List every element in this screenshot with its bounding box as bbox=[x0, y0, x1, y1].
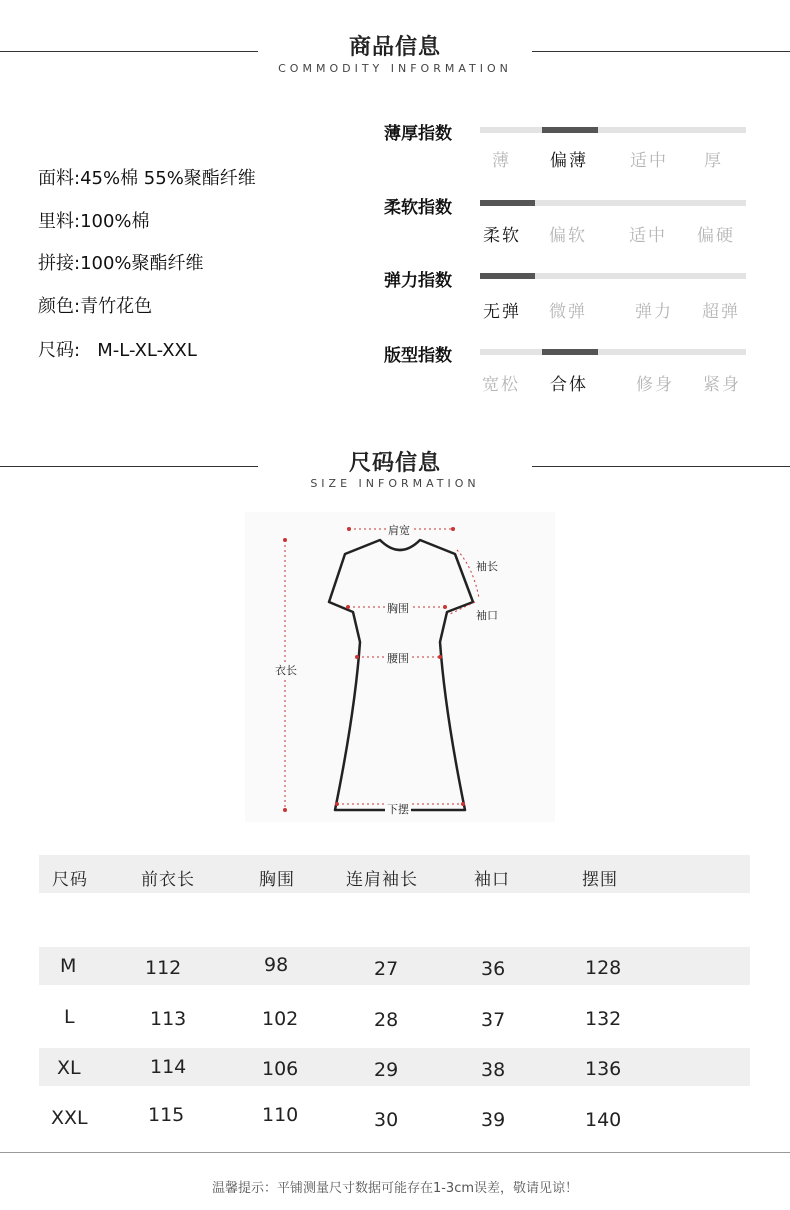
cell-size: M bbox=[60, 955, 77, 977]
index-option: 适中 bbox=[630, 151, 668, 171]
spec-color: 颜色:青竹花色 bbox=[38, 296, 153, 317]
index-option-selected: 无弹 bbox=[483, 302, 521, 322]
cell-sleeve: 29 bbox=[374, 1059, 399, 1081]
spec-fabric: 面料:45%棉 55%聚酯纤维 bbox=[38, 168, 256, 189]
index-option-selected: 偏薄 bbox=[550, 151, 588, 171]
cell-size: XL bbox=[57, 1057, 81, 1079]
garment-diagram bbox=[245, 512, 555, 822]
index-option: 超弹 bbox=[702, 302, 740, 322]
index-option: 宽松 bbox=[482, 375, 520, 395]
cell-size: XXL bbox=[51, 1107, 88, 1129]
index-track bbox=[480, 127, 746, 133]
cell-hem: 132 bbox=[585, 1008, 622, 1030]
header-size: 尺码 bbox=[52, 870, 88, 890]
index-option: 薄 bbox=[492, 151, 511, 171]
cell-sleeve: 28 bbox=[374, 1009, 399, 1031]
header-sleeve: 连肩袖长 bbox=[346, 870, 418, 890]
header-chest: 胸围 bbox=[259, 870, 295, 890]
cell-sleeve: 27 bbox=[374, 958, 399, 980]
index-option: 微弹 bbox=[549, 302, 587, 322]
index-option: 厚 bbox=[704, 151, 723, 171]
cell-chest: 98 bbox=[264, 954, 289, 976]
cell-chest: 110 bbox=[262, 1104, 299, 1126]
index-label: 弹力指数 bbox=[384, 271, 452, 291]
cell-length: 114 bbox=[150, 1056, 187, 1078]
cell-length: 112 bbox=[145, 957, 182, 979]
label-chest: 胸围 bbox=[387, 602, 409, 615]
index-option-selected: 合体 bbox=[550, 375, 588, 395]
spec-lining: 里料:100%棉 bbox=[38, 211, 150, 232]
index-label: 版型指数 bbox=[384, 346, 452, 366]
cell-cuff: 36 bbox=[481, 958, 506, 980]
cell-length: 115 bbox=[148, 1104, 185, 1126]
index-label: 薄厚指数 bbox=[384, 124, 452, 144]
commodity-subtitle: COMMODITY INFORMATION bbox=[278, 62, 512, 75]
measurement-note: 温馨提示：平铺测量尺寸数据可能存在1-3cm误差，敬请见谅！ bbox=[211, 1181, 579, 1196]
index-option: 适中 bbox=[629, 226, 667, 246]
cell-length: 113 bbox=[150, 1008, 187, 1030]
header-cuff: 袖口 bbox=[474, 870, 510, 890]
cell-hem: 136 bbox=[585, 1058, 622, 1080]
cell-sleeve: 30 bbox=[374, 1109, 399, 1131]
index-track bbox=[480, 349, 746, 355]
index-option: 偏软 bbox=[549, 226, 587, 246]
index-track bbox=[480, 273, 746, 279]
index-fill bbox=[480, 273, 535, 279]
label-hem: 下摆 bbox=[387, 803, 409, 816]
cell-cuff: 37 bbox=[481, 1009, 506, 1031]
footer-divider bbox=[0, 1152, 790, 1153]
cell-cuff: 39 bbox=[481, 1109, 506, 1131]
index-option: 修身 bbox=[636, 375, 674, 395]
cell-hem: 140 bbox=[585, 1109, 622, 1131]
index-fill bbox=[542, 349, 598, 355]
index-fill bbox=[542, 127, 598, 133]
spec-size: 尺码: M-L-XL-XXL bbox=[38, 340, 197, 361]
header-front-length: 前衣长 bbox=[141, 870, 195, 890]
index-label: 柔软指数 bbox=[384, 198, 452, 218]
index-fill bbox=[480, 200, 535, 206]
commodity-title: 商品信息 bbox=[348, 35, 441, 60]
header-hem: 摆围 bbox=[582, 870, 618, 890]
spec-splice: 拼接:100%聚酯纤维 bbox=[38, 253, 204, 274]
index-option-selected: 柔软 bbox=[483, 226, 521, 246]
index-option: 弹力 bbox=[635, 302, 673, 322]
index-track bbox=[480, 200, 746, 206]
cell-chest: 106 bbox=[262, 1058, 299, 1080]
label-cuff: 袖口 bbox=[476, 609, 498, 622]
label-sleeve-length: 袖长 bbox=[476, 560, 498, 573]
cell-size: L bbox=[64, 1006, 75, 1028]
label-shoulder: 肩宽 bbox=[388, 524, 410, 537]
size-title: 尺码信息 bbox=[348, 451, 441, 476]
index-option: 紧身 bbox=[703, 375, 741, 395]
label-waist: 腰围 bbox=[387, 652, 409, 665]
cell-chest: 102 bbox=[262, 1008, 299, 1030]
cell-hem: 128 bbox=[585, 957, 622, 979]
label-length: 衣长 bbox=[275, 664, 297, 677]
index-option: 偏硬 bbox=[697, 226, 735, 246]
size-subtitle: SIZE INFORMATION bbox=[310, 477, 480, 490]
cell-cuff: 38 bbox=[481, 1059, 506, 1081]
